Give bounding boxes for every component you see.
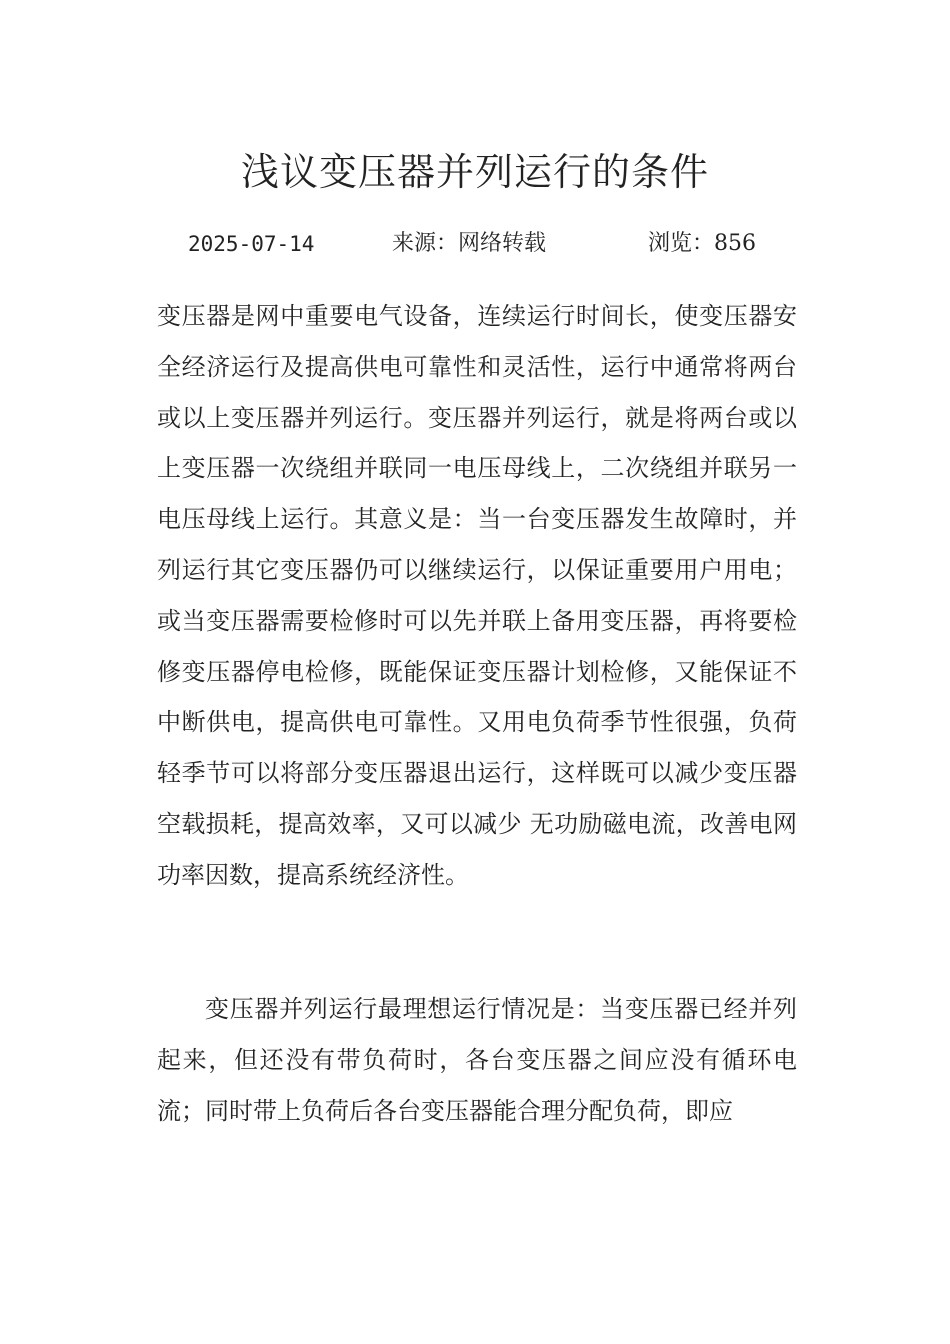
article-source: 来源：网络转载 xyxy=(392,231,547,256)
body-paragraph-2: 变压器并列运行最理想运行情况是：当变压器已经并列起来，但还没有带负荷时，各台变压器之间应没有循环电流；同时带上负荷后各台变压器能合理分配负荷，即应 xyxy=(157,995,797,1125)
article-title: 浅议变压器并列运行的条件 xyxy=(240,150,709,194)
article-meta xyxy=(0,226,950,262)
view-count: 浏览：856 xyxy=(648,231,756,256)
body-paragraph-1: 变压器是网中重要电气设备，连续运行时间长，使变压器安全经济运行及提高供电可靠性和灵活性，运行中通常将两台或以上变压器并列运行。变压器并列运行，就是将两台或以上变压器一次绕组并联同一电压母线上，二次绕组并联另一电压母线上运行。其意义是：当一台变压器发生故障时，并列运行其它变压器仍可以继续运行，以保证重要用户用电；或当变压器需要检修时可以先并联上备用变压器，再将要检修变压器停电检修，既能保证变压器计划检修，又能保证不中断供电，提高供电可靠性。又用电负荷季节性很强，负荷轻季节可以将部分变压器退出运行，这样既可以减少变压器空载损耗，提高效率，又可以减少 无功励磁电流，改善电网功率因数，提高系统经济性。 xyxy=(157,302,797,889)
publish-date: 2025-07-14 xyxy=(188,232,315,256)
